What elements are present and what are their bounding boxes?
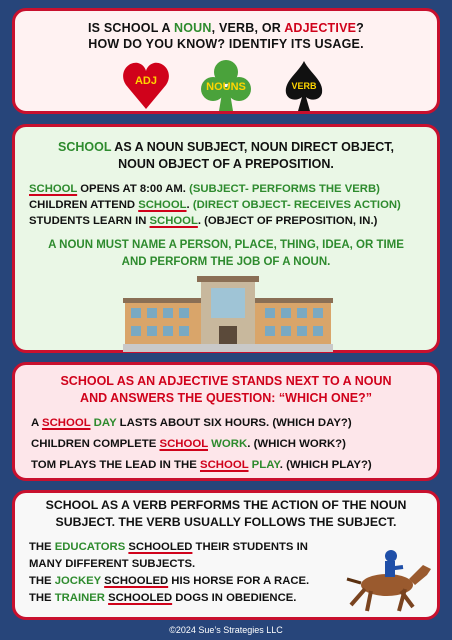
- example-line: [31, 434, 421, 455]
- example-text: LASTS ABOUT SIX HOURS. (WHICH DAY?): [116, 417, 352, 429]
- example-line: [29, 213, 423, 229]
- adjective-examples: [15, 413, 437, 476]
- question-text: ?: [356, 21, 364, 35]
- noun-rule: [15, 237, 437, 271]
- example-text: HIS HORSE FOR A RACE.: [168, 575, 310, 587]
- noun-panel: [12, 124, 440, 353]
- jockey-horse-illustration: [343, 543, 433, 615]
- example-line: [29, 181, 423, 197]
- school-word: SCHOOL: [159, 438, 208, 450]
- example-line: [29, 197, 423, 213]
- heading-text: NOUN OBJECT OF A PREPOSITION.: [118, 157, 334, 171]
- example-text: A: [31, 417, 42, 429]
- example-text: THE: [29, 592, 55, 604]
- adjective-heading: [15, 373, 437, 407]
- school-word: SCHOOL: [138, 199, 187, 211]
- modified-noun: PLAY: [248, 459, 280, 471]
- example-line: [31, 455, 421, 476]
- verb-panel: [12, 490, 440, 620]
- example-text: THE: [29, 575, 55, 587]
- school-word: SCHOOLED: [104, 575, 169, 587]
- club-label: NOUNS: [206, 81, 246, 93]
- subject-word: EDUCATORS: [54, 541, 126, 553]
- example-text: CHILDREN ATTEND: [29, 199, 139, 211]
- heading-text: AND ANSWERS THE QUESTION: “WHICH ONE?”: [80, 391, 372, 405]
- example-line: [31, 413, 421, 434]
- example-text: THE: [29, 541, 55, 553]
- word-class-icons: [15, 59, 437, 115]
- example-text: OPENS AT 8:00 AM.: [77, 183, 190, 195]
- example-text: . (OBJECT OF PREPOSITION, IN.): [197, 215, 378, 227]
- question-text: IS SCHOOL A: [88, 21, 174, 35]
- example-text: TOM PLAYS THE LEAD IN THE: [31, 459, 200, 471]
- heart-label: ADJ: [134, 75, 157, 87]
- question-text: , VERB, OR: [211, 21, 285, 35]
- spade-label: VERB: [291, 81, 317, 91]
- heading-text: SUBJECT. THE VERB USUALLY FOLLOWS THE SUBJECT.: [55, 515, 397, 529]
- example-line: [29, 590, 329, 607]
- school-word: SCHOOLED: [108, 592, 173, 604]
- example-text: . (WHICH PLAY?): [279, 459, 372, 471]
- verb-heading: [15, 497, 437, 531]
- question-subtext: HOW DO YOU KNOW? IDENTIFY ITS USAGE.: [88, 37, 364, 51]
- example-text: MANY DIFFERENT SUBJECTS.: [29, 558, 196, 570]
- example-line: [29, 573, 329, 590]
- school-word: SCHOOL: [41, 417, 91, 429]
- subject-word: JOCKEY: [54, 575, 101, 587]
- question-heading: [15, 20, 437, 52]
- example-text: DOGS IN OBEDIENCE.: [172, 592, 297, 604]
- usage-note: (DIRECT OBJECT- RECEIVES ACTION): [192, 199, 401, 211]
- modified-noun: DAY: [90, 417, 117, 429]
- noun-examples: [15, 181, 437, 229]
- verb-examples: [15, 539, 343, 607]
- school-word: SCHOOL: [149, 215, 198, 227]
- rule-text: AND PERFORM THE JOB OF A NOUN.: [121, 256, 331, 268]
- school-word: SCHOOL: [58, 140, 112, 154]
- heading-text: AS A NOUN SUBJECT, NOUN DIRECT OBJECT,: [111, 140, 394, 154]
- adjective-panel: [12, 362, 440, 481]
- copyright-footer: ©2024 Sue’s Strategies LLC: [169, 625, 283, 635]
- usage-note: (SUBJECT- PERFORMS THE VERB): [189, 183, 380, 195]
- school-building-illustration: [123, 272, 333, 352]
- heading-text: SCHOOL AS AN ADJECTIVE STANDS NEXT TO A NOUN: [60, 374, 392, 388]
- school-word: SCHOOLED: [128, 541, 193, 553]
- school-word: SCHOOL: [199, 459, 249, 471]
- noun-word: NOUN: [173, 21, 212, 35]
- example-text: THEIR STUDENTS IN: [192, 541, 308, 553]
- noun-heading: [15, 139, 437, 173]
- example-line: [29, 539, 329, 573]
- example-text: . (WHICH WORK?): [247, 438, 346, 450]
- example-text: CHILDREN COMPLETE: [31, 438, 160, 450]
- school-word: SCHOOL: [29, 183, 78, 195]
- example-text: .: [186, 199, 193, 211]
- example-text: STUDENTS LEARN IN: [29, 215, 150, 227]
- subject-word: TRAINER: [54, 592, 105, 604]
- question-panel: [12, 8, 440, 114]
- rule-text: A NOUN MUST NAME A PERSON, PLACE, THING, IDEA, OR TIME: [48, 239, 404, 251]
- heading-text: SCHOOL AS A VERB PERFORMS THE ACTION OF THE NOUN: [45, 498, 407, 512]
- modified-noun: WORK: [208, 438, 248, 450]
- adjective-word: ADJECTIVE: [284, 21, 357, 35]
